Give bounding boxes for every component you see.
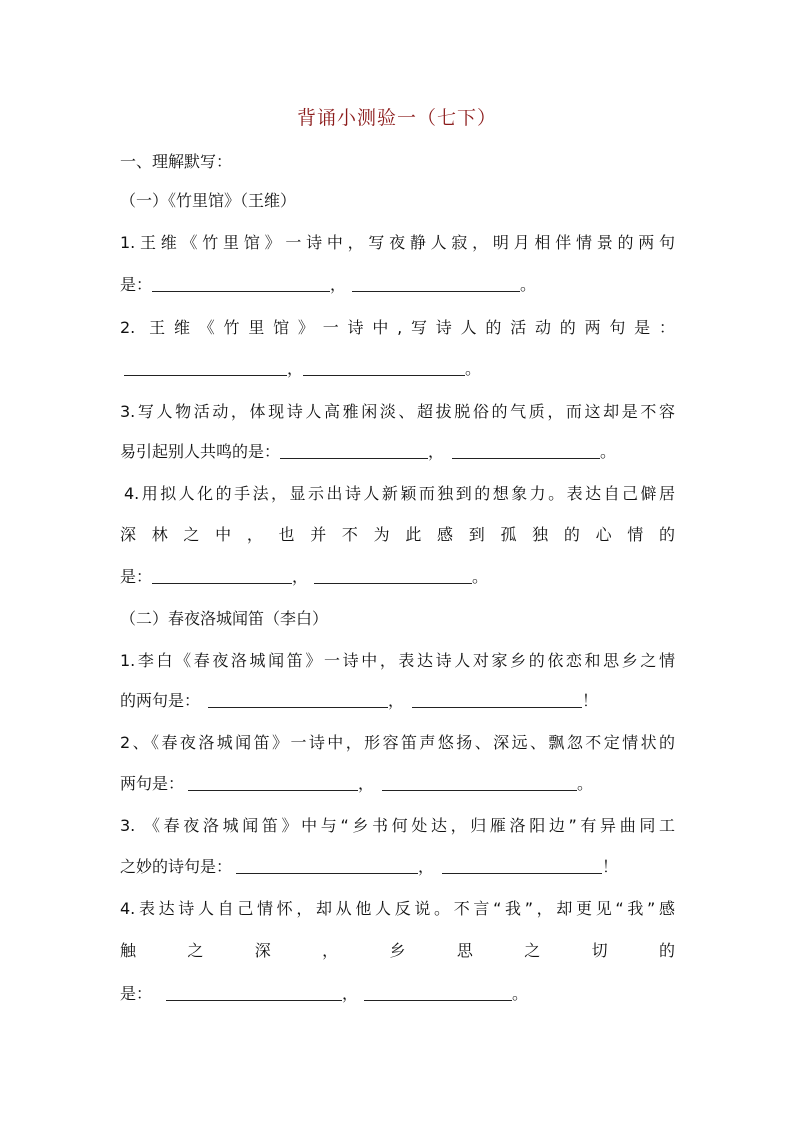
answer-blank[interactable]: [236, 857, 418, 874]
answer-blank[interactable]: [442, 857, 602, 874]
poem-heading-zhuliguan: （一）《竹里馆》（王维）: [120, 191, 297, 210]
answer-line-2-2: 两句是： ， 。: [120, 774, 594, 793]
answer-line-2-1: 的两句是： ， ！: [120, 691, 599, 710]
answer-blank[interactable]: [152, 567, 292, 584]
question-2-4-cont: 触之深，乡思之切的: [120, 941, 675, 960]
answer-blank[interactable]: [352, 275, 520, 292]
answer-blank[interactable]: [303, 359, 465, 376]
question-1-4: 4.用拟人化的手法，显示出诗人新颖而独到的想象力。表达自己僻居: [124, 484, 675, 503]
answer-blank[interactable]: [412, 691, 582, 708]
question-1-1: 1.王维《竹里馆》一诗中，写夜静人寂，明月相伴情景的两句: [120, 233, 675, 252]
answer-line-1-1: 是： ， 。: [120, 275, 537, 294]
answer-line-2-4: 是： ， 。: [120, 984, 529, 1003]
poem-heading-chunye: （二）春夜洛城闻笛（李白）: [120, 609, 329, 628]
section-heading: 一、理解默写：: [120, 152, 233, 171]
answer-blank[interactable]: [452, 442, 600, 459]
question-2-3: 3. 《春夜洛城闻笛》中与“乡书何处达，归雁洛阳边”有异曲同工: [120, 816, 675, 835]
answer-blank[interactable]: [166, 984, 342, 1001]
answer-blank[interactable]: [364, 984, 512, 1001]
answer-line-1-3: 易引起别人共鸣的是： ， 。: [120, 442, 617, 461]
answer-line-2-3: 之妙的诗句是： ， ！: [120, 857, 619, 876]
question-2-4: 4.表达诗人自己情怀，却从他人反说。不言“我”，却更见“我”感: [120, 899, 675, 918]
answer-blank[interactable]: [314, 567, 472, 584]
document-title: 背诵小测验一（七下）: [296, 107, 497, 129]
answer-blank[interactable]: [188, 774, 358, 791]
answer-blank[interactable]: [208, 691, 388, 708]
question-1-2: 2. 王维《竹里馆》一诗中,写诗人的活动的两句是：: [120, 318, 675, 337]
question-1-4-cont: 深林之中，也并不为此感到孤独的心情的: [120, 525, 675, 544]
question-2-2: 2、《春夜洛城闻笛》一诗中，形容笛声悠扬、深远、飘忽不定情状的: [120, 733, 675, 752]
answer-blank[interactable]: [280, 442, 428, 459]
question-2-1: 1.李白《春夜洛城闻笛》一诗中，表达诗人对家乡的依恋和思乡之情: [120, 651, 675, 670]
answer-line-1-2: ， 。: [120, 358, 675, 380]
answer-blank[interactable]: [152, 275, 330, 292]
answer-blank[interactable]: [382, 774, 577, 791]
answer-line-1-4: 是： ， 。: [120, 567, 489, 586]
answer-blank[interactable]: [124, 359, 287, 376]
question-1-3: 3.写人物活动，体现诗人高雅闲淡、超拔脱俗的气质，而这却是不容: [120, 402, 675, 421]
